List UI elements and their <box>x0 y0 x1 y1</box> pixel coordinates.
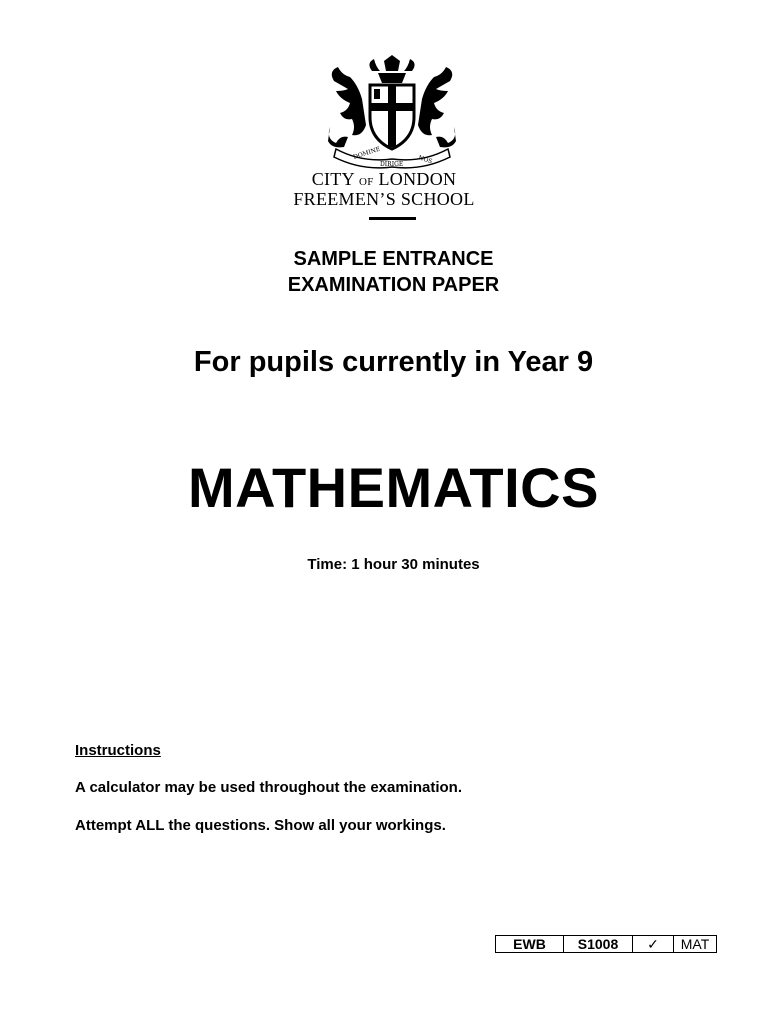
school-name-london: LONDON <box>378 169 457 189</box>
paper-subtitle-line1: SAMPLE ENTRANCE <box>293 248 494 270</box>
crest-motto-center: DIRIGE <box>380 161 404 168</box>
code-cell-s1008: S1008 <box>564 936 633 953</box>
crest-motto-left: DOMINE <box>352 145 382 161</box>
instruction-calculator: A calculator may be used throughout the examination. <box>75 779 463 796</box>
school-name-line2: FREEMEN’S SCHOOL <box>293 189 475 209</box>
subject-title: MATHEMATICS <box>188 456 599 519</box>
school-name-line1 <box>0 169 768 190</box>
school-name-of: OF <box>359 176 374 188</box>
school-crest-icon <box>322 55 462 170</box>
paper-code-table <box>495 935 717 953</box>
code-cell-mat: MAT <box>674 936 717 953</box>
exam-duration: Time: 1 hour 30 minutes <box>307 556 480 573</box>
code-cell-ewb: EWB <box>496 936 564 953</box>
crest-motto-right: NOS <box>417 154 434 166</box>
instruction-attempt-all: Attempt ALL the questions. Show all your workings. <box>75 817 446 834</box>
school-name-city: CITY <box>311 169 355 189</box>
year-group-heading: For pupils currently in Year 9 <box>193 346 594 378</box>
code-cell-checkmark: ✓ <box>633 936 674 953</box>
school-name-rule <box>369 217 416 220</box>
paper-subtitle-line2: EXAMINATION PAPER <box>287 274 500 296</box>
paper-code-row <box>496 936 717 953</box>
instructions-heading: Instructions <box>75 742 161 759</box>
